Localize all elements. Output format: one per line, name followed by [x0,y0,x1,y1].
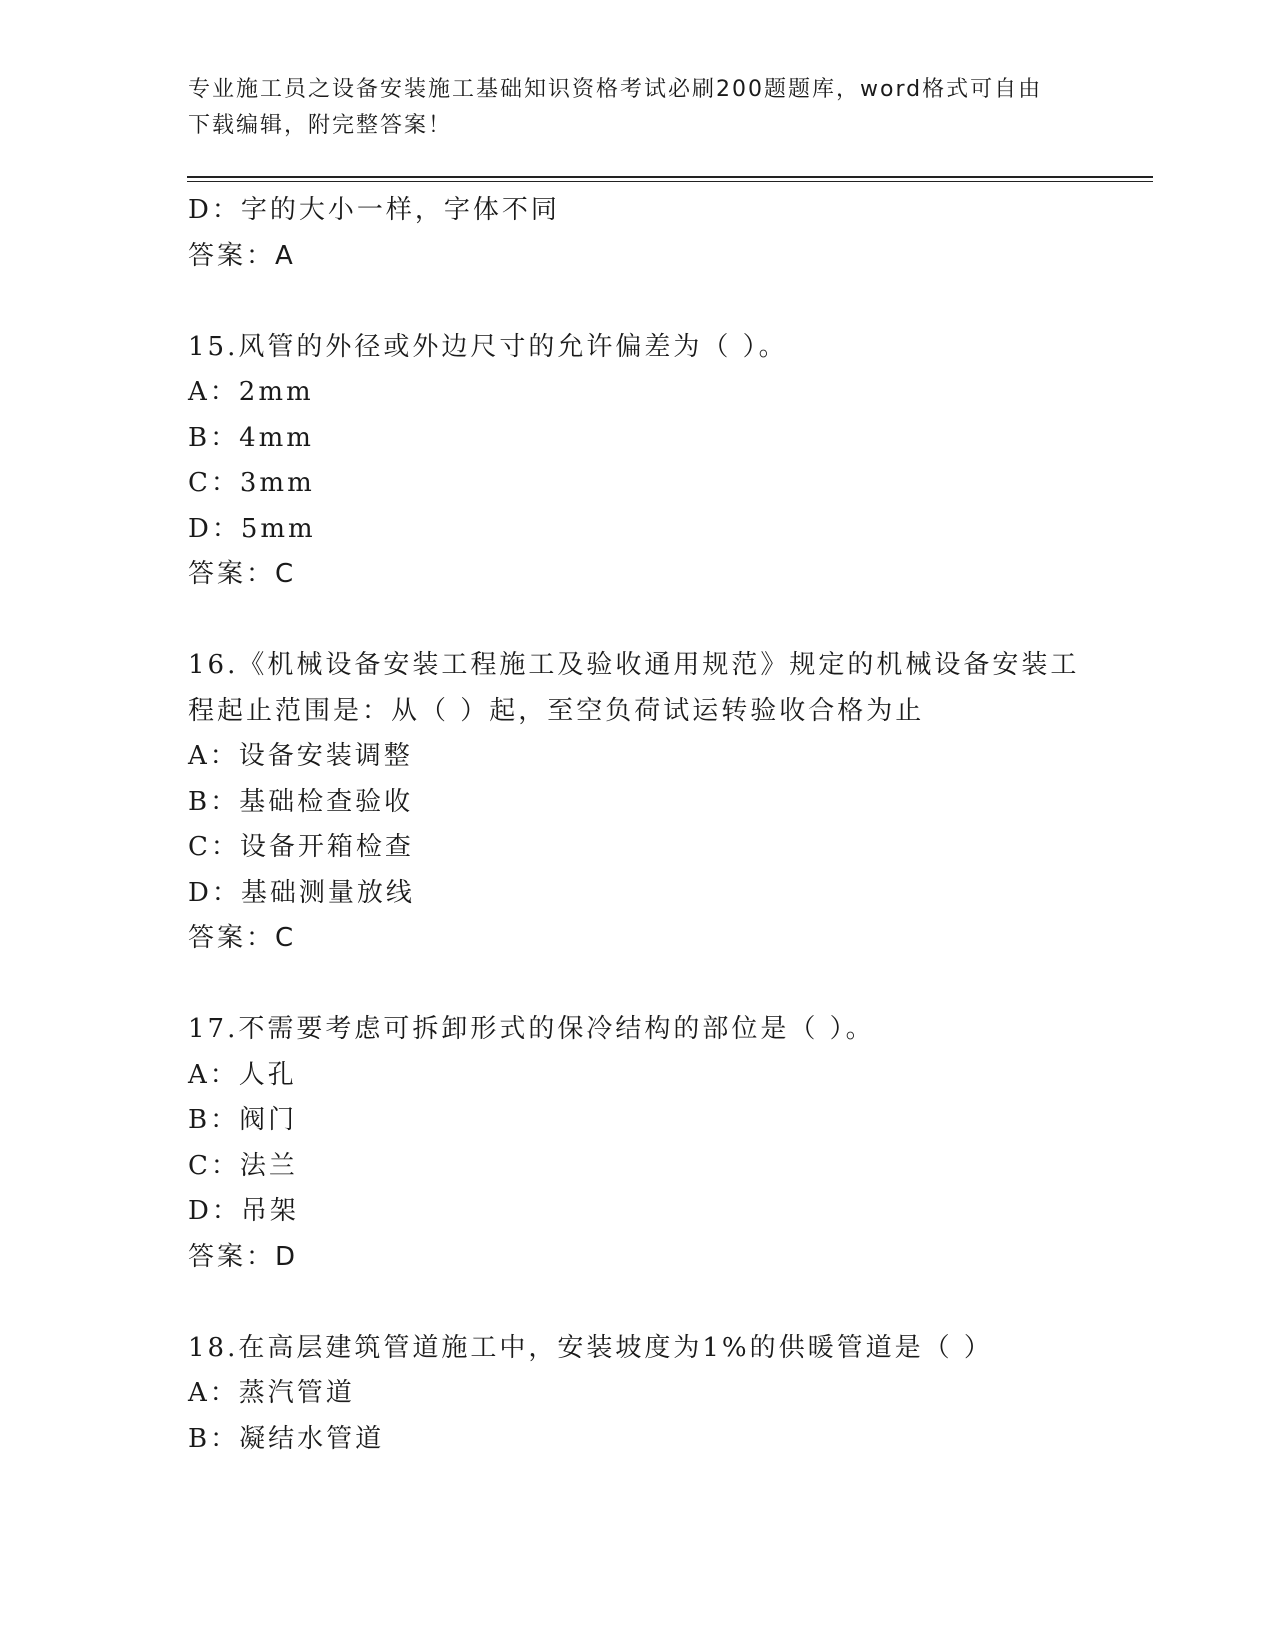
question-17 [188,1007,1148,1280]
question-stem: 15.风管的外径或外边尺寸的允许偏差为（ ）。 [188,331,788,362]
option-a: A：设备安装调整 [188,741,413,771]
option-b: B：4mm [188,422,314,453]
option-d: D：字的大小一样，字体不同 [188,195,560,225]
spacer [188,962,1148,1008]
previous-question-tail [188,188,1148,279]
question-15 [188,325,1148,598]
question-stem-line-2: 程起止范围是：从（ ）起，至空负荷试运转验收合格为止 [188,695,925,726]
header-line-2: 下载编辑，附完整答案！ [188,113,453,138]
option-b: B：凝结水管道 [188,1423,385,1454]
option-a: A：2mm [188,377,314,407]
spacer [188,1280,1148,1326]
spacer [188,598,1148,644]
question-list [188,188,1148,1462]
question-16 [188,643,1148,962]
question-stem-line-1: 16.《机械设备安装工程施工及验收通用规范》规定的机械设备安装工 [188,650,1080,680]
spacer [188,279,1148,325]
question-stem: 17.不需要考虑可拆卸形式的保冷结构的部位是（ ）。 [188,1014,875,1044]
answer-line: 答案：C [188,559,297,589]
option-c: C：设备开箱检查 [188,832,414,862]
option-d: D：基础测量放线 [188,877,415,908]
answer-line: 答案：D [188,1241,299,1272]
option-c: C：3mm [188,468,315,498]
header-line-1: 专业施工员之设备安装施工基础知识资格考试必刷200题题库，word格式可自由 [188,77,1043,102]
answer-line: 答案：A [188,240,296,271]
option-a: A：人孔 [188,1059,297,1090]
question-stem: 18.在高层建筑管道施工中，安装坡度为1%的供暖管道是（ ） [188,1332,993,1363]
option-a: A：蒸汽管道 [188,1378,355,1408]
option-b: B：阀门 [188,1105,298,1135]
question-18 [188,1326,1148,1463]
answer-line: 答案：C [188,923,297,953]
option-d: D：吊架 [188,1196,299,1226]
document-header [188,72,1088,144]
option-c: C：法兰 [188,1150,298,1181]
header-divider [187,176,1153,182]
option-d: D：5mm [188,513,316,544]
option-b: B：基础检查验收 [188,786,414,817]
